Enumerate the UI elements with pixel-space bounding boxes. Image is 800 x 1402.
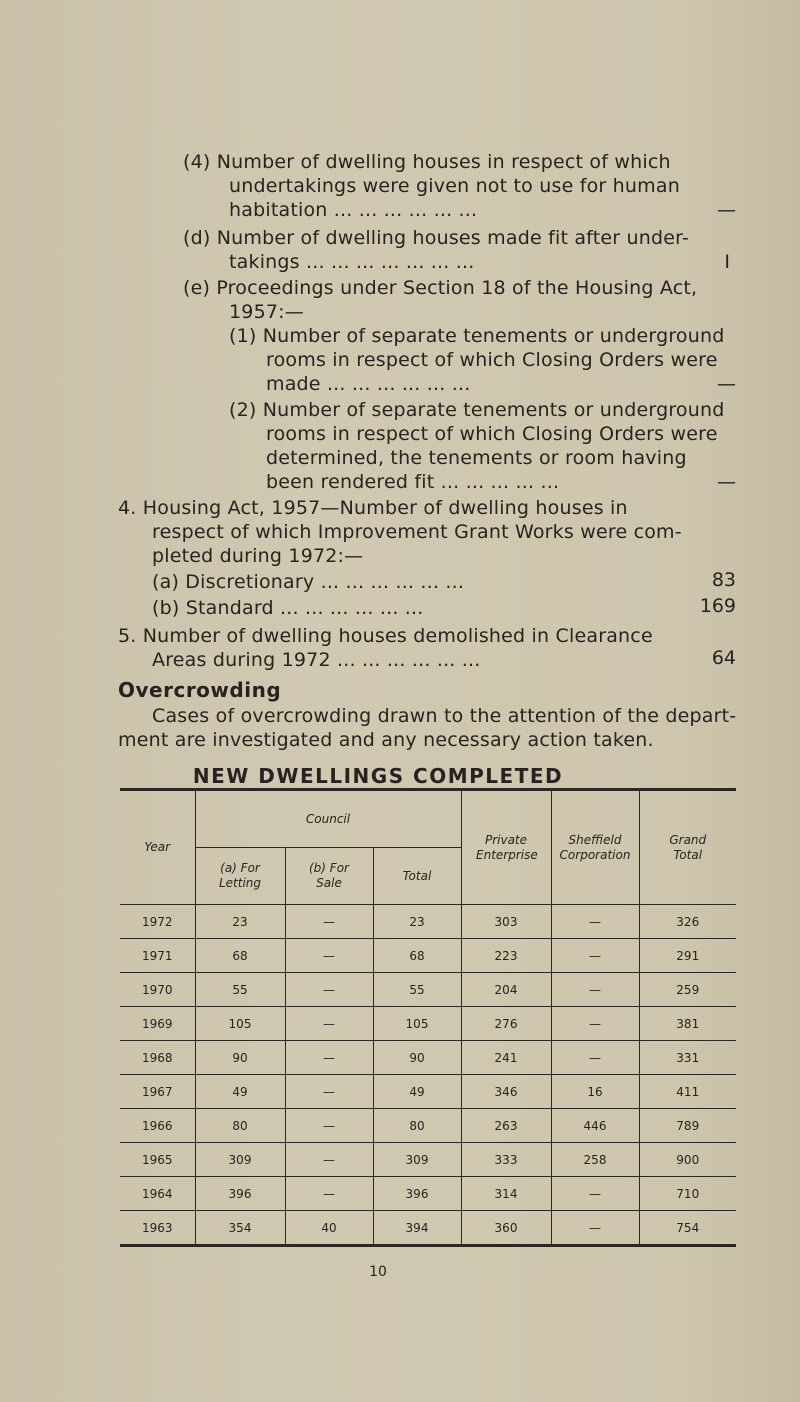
section-5-line-2: Areas during 1972 ... ... ... ... ... ... xyxy=(152,649,481,671)
header-for-letting: (a) For Letting xyxy=(195,848,285,905)
item-e1-line-3: made ... ... ... ... ... ... xyxy=(266,373,471,395)
cell-private-enterprise: 333 xyxy=(461,1143,551,1177)
cell-year: 1969 xyxy=(120,1007,195,1041)
cell-for-letting: 68 xyxy=(195,939,285,973)
cell-council-total: 90 xyxy=(373,1041,461,1075)
cell-private-enterprise: 314 xyxy=(461,1177,551,1211)
section-4a-label: (a) Discretionary ... ... ... ... ... ... xyxy=(152,571,465,593)
item-e-line-2: 1957:— xyxy=(229,301,304,323)
cell-for-letting: 49 xyxy=(195,1075,285,1109)
cell-for-letting: 23 xyxy=(195,905,285,939)
cell-grand-total: 331 xyxy=(639,1041,736,1075)
cell-grand-total: 259 xyxy=(639,973,736,1007)
cell-sheffield-corporation: 16 xyxy=(551,1075,639,1109)
cell-private-enterprise: 241 xyxy=(461,1041,551,1075)
cell-grand-total: 326 xyxy=(639,905,736,939)
cell-council-total: 49 xyxy=(373,1075,461,1109)
cell-for-letting: 396 xyxy=(195,1177,285,1211)
cell-private-enterprise: 223 xyxy=(461,939,551,973)
cell-year: 1970 xyxy=(120,973,195,1007)
cell-for-sale: — xyxy=(285,1075,373,1109)
cell-private-enterprise: 276 xyxy=(461,1007,551,1041)
section-4b-label: (b) Standard ... ... ... ... ... ... xyxy=(152,597,424,619)
cell-year: 1972 xyxy=(120,905,195,939)
cell-year: 1971 xyxy=(120,939,195,973)
cell-grand-total: 710 xyxy=(639,1177,736,1211)
cell-council-total: 309 xyxy=(373,1143,461,1177)
cell-council-total: 396 xyxy=(373,1177,461,1211)
cell-council-total: 80 xyxy=(373,1109,461,1143)
cell-year: 1966 xyxy=(120,1109,195,1143)
cell-private-enterprise: 360 xyxy=(461,1211,551,1246)
table-body xyxy=(120,905,736,1246)
cell-council-total: 55 xyxy=(373,973,461,1007)
cell-council-total: 68 xyxy=(373,939,461,973)
table-row xyxy=(120,1143,736,1177)
cell-year: 1963 xyxy=(120,1211,195,1246)
item-e2-line-3: determined, the tenements or room having xyxy=(266,447,687,469)
cell-for-letting: 309 xyxy=(195,1143,285,1177)
header-council: Council xyxy=(195,790,461,848)
section-5-value: 64 xyxy=(711,647,736,669)
section-4-line-1: 4. Housing Act, 1957—Number of dwelling houses in xyxy=(118,497,628,519)
header-council-total: Total xyxy=(373,848,461,905)
page-number: 10 xyxy=(369,1264,387,1280)
section-5-line-1: 5. Number of dwelling houses demolished in Clearance xyxy=(118,625,653,647)
header-grand-total: Grand Total xyxy=(639,790,736,905)
cell-private-enterprise: 263 xyxy=(461,1109,551,1143)
cell-year: 1967 xyxy=(120,1075,195,1109)
item-e2-line-4: been rendered fit ... ... ... ... ... xyxy=(266,471,560,493)
cell-private-enterprise: 204 xyxy=(461,973,551,1007)
table-title: NEW DWELLINGS COMPLETED xyxy=(192,764,564,788)
cell-for-sale: — xyxy=(285,905,373,939)
item-4-value: — xyxy=(717,199,736,221)
item-4-line-3: habitation ... ... ... ... ... ... xyxy=(229,199,478,221)
cell-grand-total: 789 xyxy=(639,1109,736,1143)
cell-for-sale: — xyxy=(285,1007,373,1041)
cell-council-total: 105 xyxy=(373,1007,461,1041)
section-4-line-2: respect of which Improvement Grant Works were com- xyxy=(152,521,682,543)
cell-for-letting: 354 xyxy=(195,1211,285,1246)
cell-grand-total: 381 xyxy=(639,1007,736,1041)
cell-sheffield-corporation: — xyxy=(551,1211,639,1246)
cell-sheffield-corporation: — xyxy=(551,939,639,973)
item-e2-line-1: (2) Number of separate tenements or underground xyxy=(229,399,725,421)
cell-sheffield-corporation: 446 xyxy=(551,1109,639,1143)
header-year: Year xyxy=(120,790,195,905)
cell-for-sale: — xyxy=(285,973,373,1007)
item-e2-value: — xyxy=(717,471,736,493)
item-d-line-2: takings ... ... ... ... ... ... ... xyxy=(229,251,475,273)
header-for-sale: (b) For Sale xyxy=(285,848,373,905)
cell-council-total: 394 xyxy=(373,1211,461,1246)
cell-private-enterprise: 346 xyxy=(461,1075,551,1109)
table-row xyxy=(120,1211,736,1246)
item-e1-value: — xyxy=(717,373,736,395)
section-4-line-3: pleted during 1972:— xyxy=(152,545,364,567)
table-row xyxy=(120,939,736,973)
cell-grand-total: 900 xyxy=(639,1143,736,1177)
cell-for-sale: — xyxy=(285,939,373,973)
cell-grand-total: 291 xyxy=(639,939,736,973)
cell-year: 1968 xyxy=(120,1041,195,1075)
cell-council-total: 23 xyxy=(373,905,461,939)
item-e1-line-2: rooms in respect of which Closing Orders were xyxy=(266,349,718,371)
item-d-line-1: (d) Number of dwelling houses made fit after under- xyxy=(183,227,690,249)
cell-for-letting: 90 xyxy=(195,1041,285,1075)
cell-grand-total: 754 xyxy=(639,1211,736,1246)
cell-sheffield-corporation: — xyxy=(551,1041,639,1075)
section-4a-value: 83 xyxy=(711,569,736,591)
cell-for-letting: 55 xyxy=(195,973,285,1007)
cell-for-letting: 80 xyxy=(195,1109,285,1143)
cell-for-letting: 105 xyxy=(195,1007,285,1041)
cell-sheffield-corporation: — xyxy=(551,905,639,939)
cell-year: 1964 xyxy=(120,1177,195,1211)
table-row xyxy=(120,1109,736,1143)
cell-grand-total: 411 xyxy=(639,1075,736,1109)
item-e1-line-1: (1) Number of separate tenements or underground xyxy=(229,325,725,347)
item-e2-line-2: rooms in respect of which Closing Orders were xyxy=(266,423,718,445)
overcrowding-line-1: Cases of overcrowding drawn to the attention of the depart- xyxy=(152,705,737,727)
item-4-line-2: undertakings were given not to use for human xyxy=(229,175,680,197)
item-e-line-1: (e) Proceedings under Section 18 of the Housing Act, xyxy=(183,277,698,299)
overcrowding-line-2: ment are investigated and any necessary action taken. xyxy=(118,729,654,751)
cell-private-enterprise: 303 xyxy=(461,905,551,939)
cell-sheffield-corporation: 258 xyxy=(551,1143,639,1177)
new-dwellings-table xyxy=(120,788,736,1247)
table-row xyxy=(120,1075,736,1109)
cell-sheffield-corporation: — xyxy=(551,973,639,1007)
item-4-line-1: (4) Number of dwelling houses in respect of which xyxy=(183,151,671,173)
header-sheffield-corporation: Sheffield Corporation xyxy=(551,790,639,905)
section-4b-value: 169 xyxy=(699,595,736,617)
cell-sheffield-corporation: — xyxy=(551,1007,639,1041)
item-d-value: I xyxy=(724,251,730,273)
table-row xyxy=(120,973,736,1007)
cell-sheffield-corporation: — xyxy=(551,1177,639,1211)
cell-for-sale: — xyxy=(285,1109,373,1143)
table-row xyxy=(120,1041,736,1075)
table-row xyxy=(120,1007,736,1041)
header-private-enterprise: Private Enterprise xyxy=(461,790,551,905)
cell-for-sale: — xyxy=(285,1041,373,1075)
cell-year: 1965 xyxy=(120,1143,195,1177)
overcrowding-heading: Overcrowding xyxy=(118,678,282,702)
cell-for-sale: — xyxy=(285,1177,373,1211)
cell-for-sale: 40 xyxy=(285,1211,373,1246)
table-row xyxy=(120,1177,736,1211)
cell-for-sale: — xyxy=(285,1143,373,1177)
table-row xyxy=(120,905,736,939)
